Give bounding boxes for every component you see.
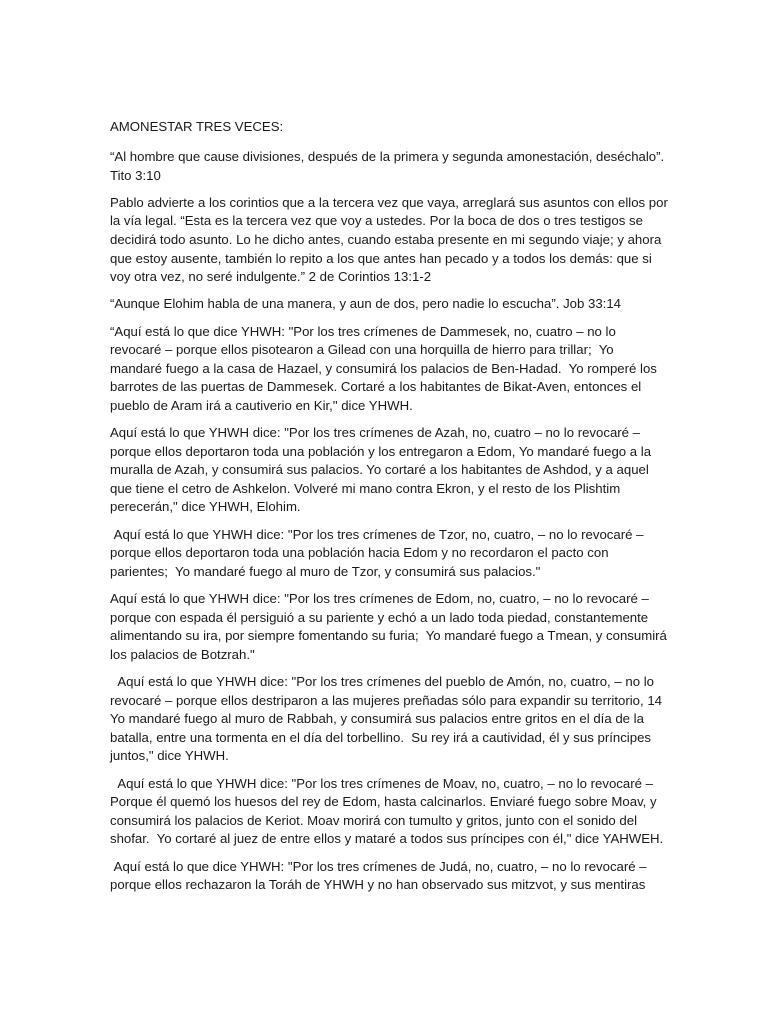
document-title: AMONESTAR TRES VECES: bbox=[110, 119, 284, 134]
paragraph-job: “Aunque Elohim habla de una manera, y aun de dos, pero nadie lo escucha”. Job 33:14 bbox=[110, 296, 621, 312]
paragraph-dammesek: “Aquí está lo que dice YHWH: "Por los tres crímenes de Dammesek, no, cuatro – no lo revocaré – porque ellos pisotearon a Gilead con una horquilla de hierro para trillar; Yo mandaré fuego a la casa de Hazael, y consumirá los palacios de Ben-Hadad. Yo romperé los barrotes de las puertas de Dammesek. Cortaré a los habitantes de Bikat-Aven, entonces el pueblo de Aram irá a cautiverio en Kir," dice YHWH. bbox=[110, 323, 661, 413]
paragraph-moav: Aquí está lo que YHWH dice: "Por los tres crímenes de Moav, no, cuatro, – no lo revocaré – Porque él quemó los huesos del rey de Edom, hasta calcinarlos. Enviaré fuego sobre Moav, y consumirá los palacios de Keriot. Moav morirá con tumulto y gritos, junto con el sonido del shofar. Yo cortaré al juez de entre ellos y mataré a todos sus príncipes con él," dice YAHWEH. bbox=[110, 775, 664, 847]
paragraph-corintios: Pablo advierte a los corintios que a la tercera vez que vaya, arreglará sus asuntos con ellos por la vía legal. “Esta es la tercera vez que voy a ustedes. Por la boca de dos o tres testigos se decidirá todo asunto. Lo he dicho antes, cuando estaba presente en mi segundo viaje; y ahora que estoy ausente, también lo repito a los que antes han pecado y a todos los demás: que si voy otra vez, no seré indulgente.” 2 de Corintios 13:1-2 bbox=[110, 194, 672, 285]
paragraph-edom: Aquí está lo que YHWH dice: "Por los tres crímenes de Edom, no, cuatro, – no lo revocaré – porque con espada él persiguió a su pariente y echó a un lado toda piedad, constantemente alimentando su ira, por siempre fomentando su furia; Yo mandaré fuego a Tmean, y consumirá los palacios de Botzrah." bbox=[110, 591, 671, 662]
paragraph-azah: Aquí está lo que YHWH dice: "Por los tres crímenes de Azah, no, cuatro – no lo revocaré – porque ellos deportaron toda una población y los entregaron a Edom, Yo mandaré fuego a la muralla de Azah, y consumirá sus palacios. Yo cortaré a los habitantes de Ashdod, y a aquel que tiene el cetro de Ashkelon. Volveré mi mano contra Ekron, y el resto de los Plishtim perecerán," dice YHWH, Elohim. bbox=[110, 425, 655, 515]
paragraph-tito: “Al hombre que cause divisiones, después de la primera y segunda amonestación, deséchalo”. Tito 3:10 bbox=[110, 149, 668, 183]
paragraph-juda: Aquí está lo que dice YHWH: "Por los tres crímenes de Judá, no, cuatro, – no lo revocaré – porque ellos rechazaron la Toráh de YHWH y no han observado sus mitzvot, y sus mentiras bbox=[110, 858, 651, 893]
paragraph-amon: Aquí está lo que YHWH dice: "Por los tres crímenes del pueblo de Amón, no, cuatro, – no lo revocaré – porque ellos destriparon a las mujeres preñadas sólo para expandir su territorio, 14 Yo mandaré fuego al muro de Rabbah, y consumirá sus palacios entre gritos en el día de la batalla, entre una tormenta en el día del torbellino. Su rey irá a cautividad, él y sus príncipes juntos," dice YHWH. bbox=[110, 674, 666, 764]
paragraph-tzor: Aquí está lo que YHWH dice: "Por los tres crímenes de Tzor, no, cuatro, – no lo revocaré – porque ellos deportaron toda una población hacia Edom y no recordaron el pacto con parientes; Yo mandaré fuego al muro de Tzor, y consumirá sus palacios." bbox=[110, 526, 648, 579]
